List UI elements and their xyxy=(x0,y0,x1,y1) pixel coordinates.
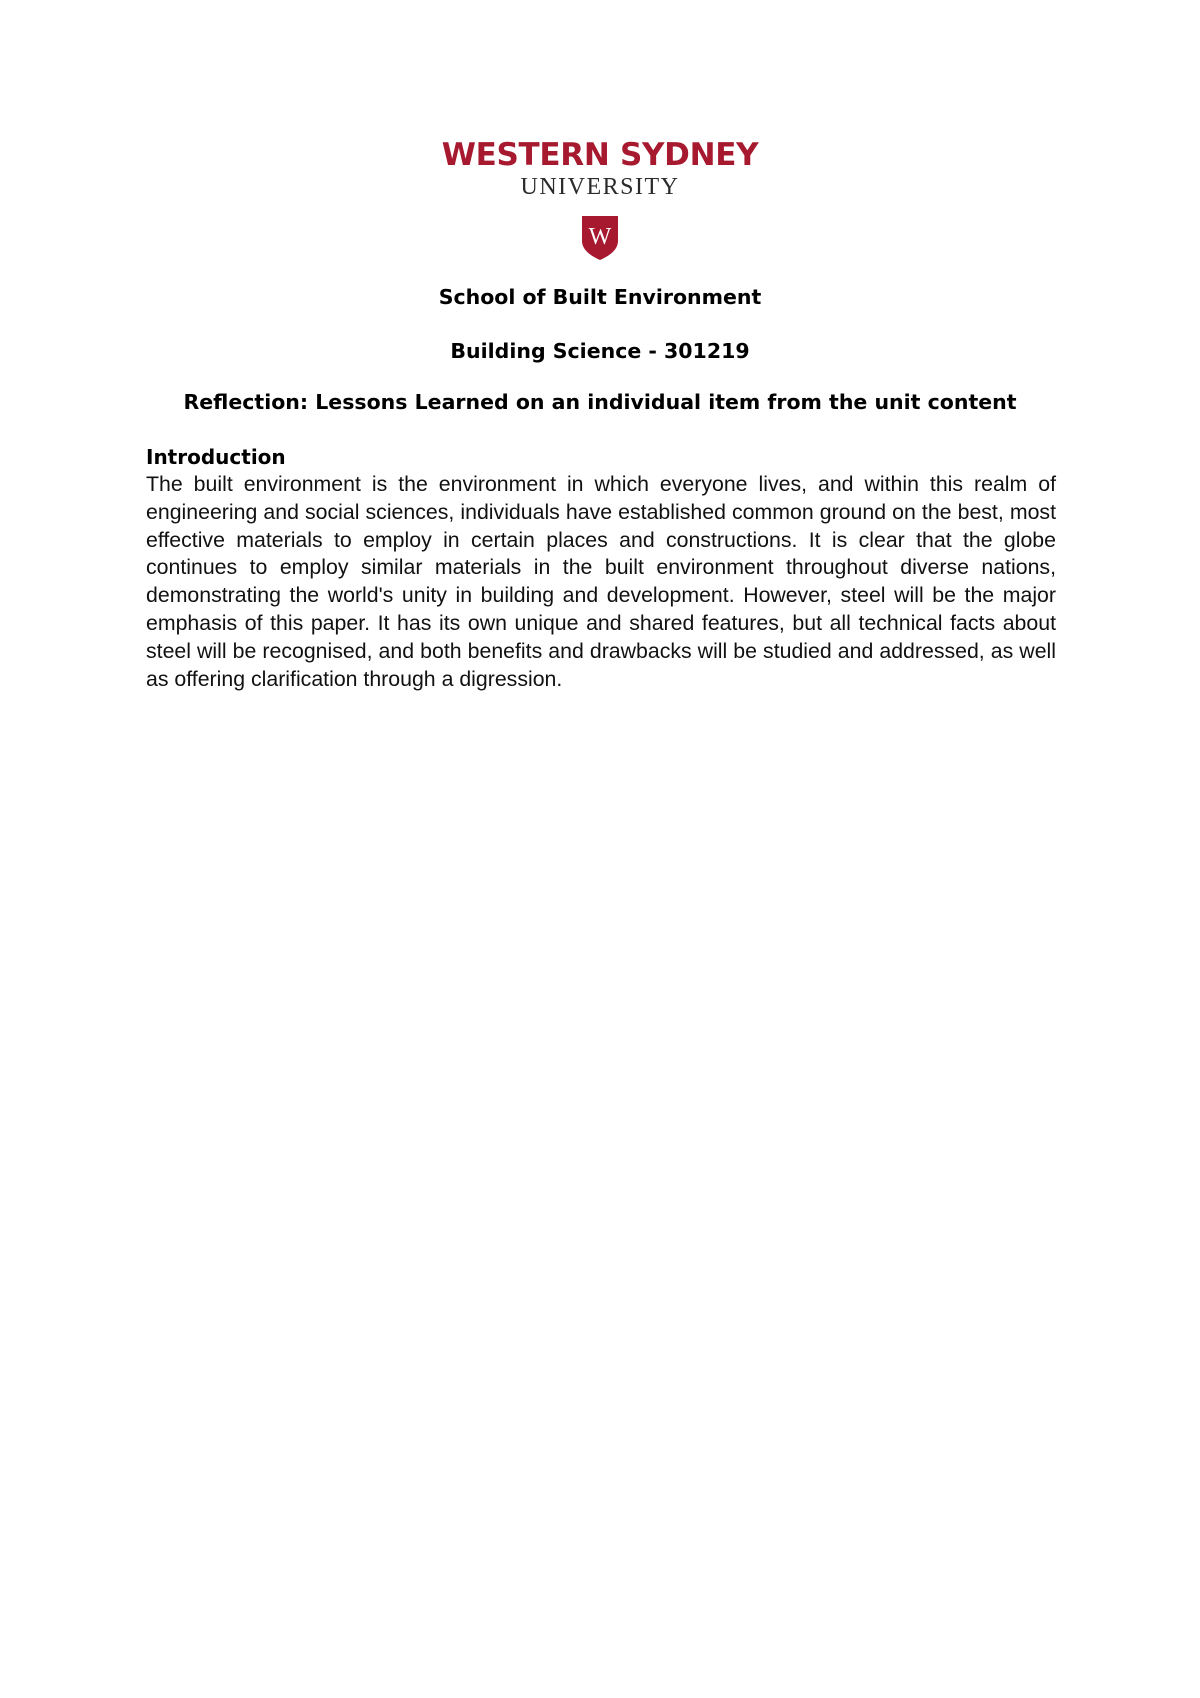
introduction-title: Introduction xyxy=(146,445,286,469)
introduction-section xyxy=(146,444,1056,693)
reflection-heading: Reflection: Lessons Learned on an individual item from the unit content xyxy=(183,390,1017,414)
university-shield-icon xyxy=(581,215,619,261)
unit-heading: Building Science - 301219 xyxy=(450,339,750,363)
shield-letter: W xyxy=(588,224,612,250)
school-heading: School of Built Environment xyxy=(438,285,762,309)
logo-subword: UNIVERSITY xyxy=(520,174,680,200)
logo-wordmark: WESTERN SYDNEY xyxy=(441,137,759,173)
introduction-body: The built environment is the environment in which everyone lives, and within this realm of engineering and social sciences, individuals have established common ground on the best, most effective materials to employ in certain places and constructions. It is clear that the globe continues to employ similar materials in the built environment throughout diverse nations, demonstrating the world's unity in building and development. However, steel will be the major emphasis of this paper. It has its own unique and shared features, but all technical facts about steel will be recognised, and both benefits and drawbacks will be studied and addressed, as well as offering clarification through a digression. xyxy=(146,472,1056,691)
university-logo xyxy=(0,138,1200,200)
